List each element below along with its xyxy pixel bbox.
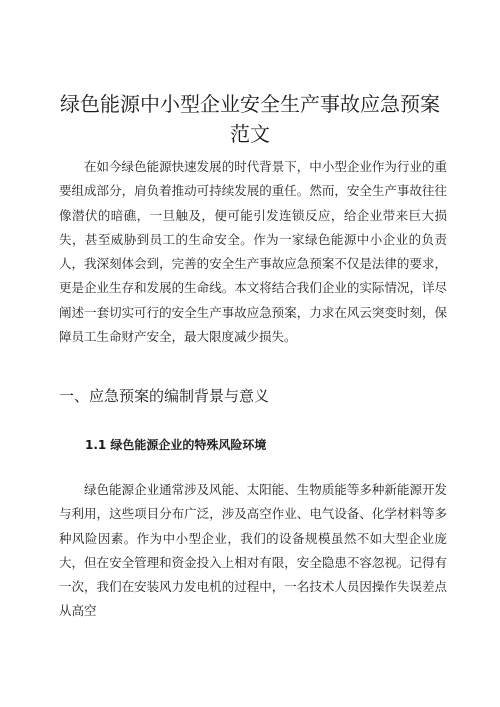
subsection-heading: 1.1 绿色能源企业的特殊风险环境 — [85, 438, 267, 452]
document-title-line-2: 范文 — [230, 122, 270, 146]
section-heading: 一、应急预案的编制背景与意义 — [59, 387, 270, 405]
intro-paragraph: 在如今绿色能源快速发展的时代背景下，中小型企业作为行业的重要组成部分，肩负着推动可持续发展的重任。然而，安全生产事故往往像潜伏的暗礁，一旦触及，便可能引发连锁反应，给企业带来巨大损失，甚至威胁到员工的生命安全。作为一家绿色能源中小企业的负责人，我深刻体会到，完善的安全生产事故应急预案不仅是法律的要求，更是企业生存和发展的生命线。本文将结合我们企业的实际情况，详尽阐述一套切实可行的安全生产事故应急预案，力求在风云突变时刻，保障员工生命财产安全，最大限度减少损失。 — [59, 159, 447, 345]
document-title-line-1: 绿色能源中小型企业安全生产事故应急预案 — [60, 92, 440, 116]
subsection-paragraph: 绿色能源企业通常涉及风能、太阳能、生物质能等多种新能源开发与利用，这些项目分布广泛，涉及高空作业、电气设备、化学材料等多种风险因素。作为中小型企业，我们的设备规模虽然不如大型企业庞大，但在安全管理和资金投入上相对有限，安全隐患不容忽视。记得有一次，我们在安装风力发电机的过程中，一名技术人员因操作失误差点从高空 — [59, 482, 447, 619]
